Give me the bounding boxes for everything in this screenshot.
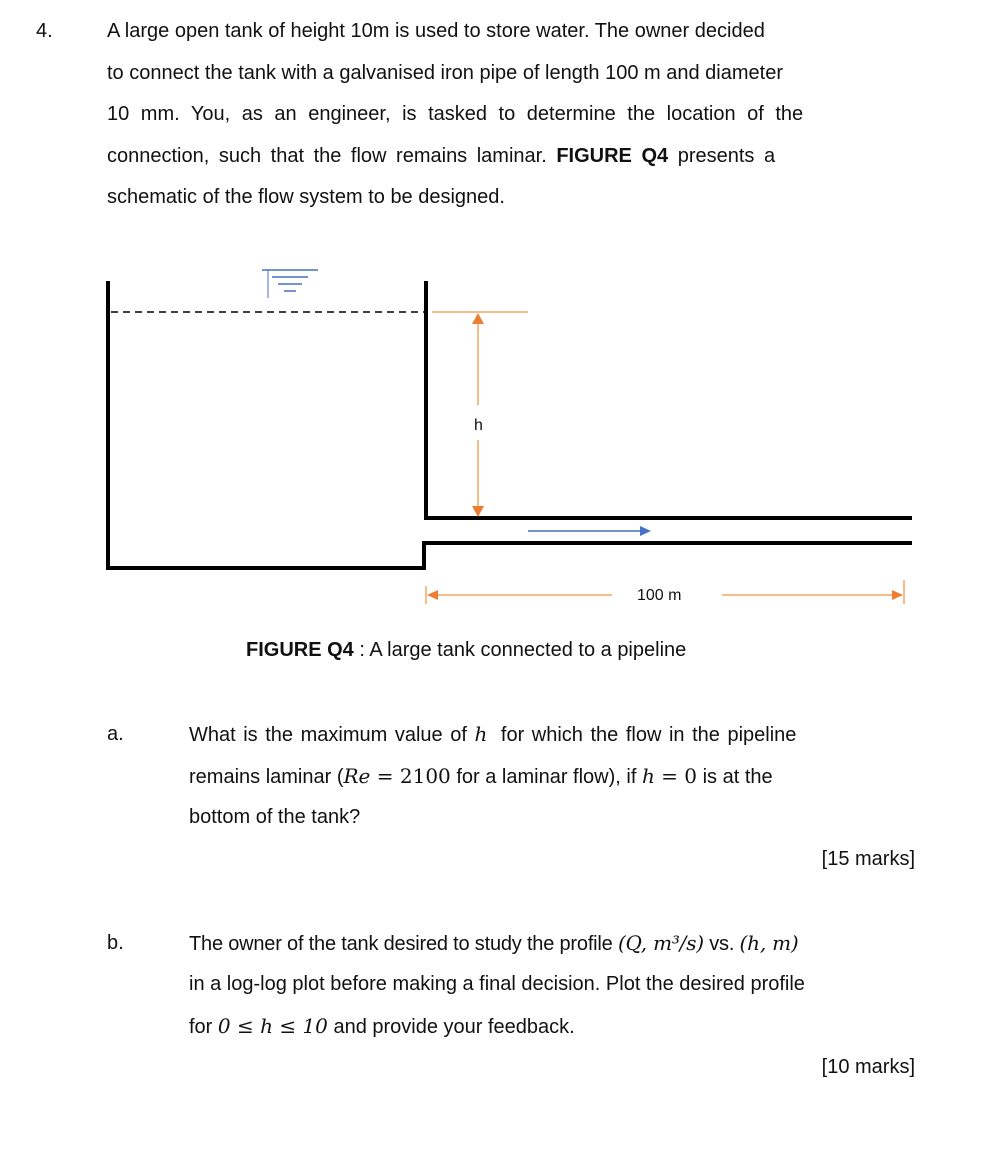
part-a-line-2-end: is at the bbox=[697, 766, 773, 788]
height-arrow-up-icon bbox=[472, 313, 484, 324]
caption-label: FIGURE Q4 bbox=[246, 639, 354, 661]
tank-left-wall bbox=[108, 281, 912, 568]
reynolds-symbol: Re bbox=[343, 764, 371, 788]
flow-rate-math: (Q, m³/s) bbox=[617, 931, 704, 955]
part-b-label: b. bbox=[107, 932, 124, 954]
part-a-line-2 bbox=[189, 764, 773, 789]
height-math: (h, m) bbox=[739, 931, 799, 955]
question-line-4-text: connection, such that the flow remains laminar. bbox=[107, 145, 547, 167]
length-arrow-left-icon bbox=[427, 590, 438, 600]
flow-arrow-icon bbox=[640, 526, 651, 536]
variable-h: h bbox=[474, 722, 488, 746]
part-a-line-2-start: remains laminar ( bbox=[189, 766, 344, 788]
h-zero: = 0 bbox=[654, 764, 698, 788]
part-a-line-1 bbox=[189, 722, 796, 747]
question-line-1: A large open tank of height 10m is used to store water. The owner decided bbox=[107, 20, 765, 42]
part-b-line-1 bbox=[189, 931, 799, 956]
part-b-line-3 bbox=[189, 1014, 575, 1039]
part-b-line-1-mid: vs. bbox=[703, 933, 740, 955]
variable-h-2: h bbox=[641, 764, 655, 788]
part-b-line-3-start: for bbox=[189, 1016, 218, 1038]
caption-text: : A large tank connected to a pipeline bbox=[353, 639, 687, 661]
tank-right-wall bbox=[426, 281, 912, 518]
part-b-line-1-start: The owner of the tank desired to study the profile bbox=[189, 933, 618, 955]
question-line-3: 10 mm. You, as an engineer, is tasked to determine the location of the bbox=[107, 103, 804, 125]
part-b-marks: [10 marks] bbox=[821, 1056, 915, 1078]
part-b-line-2: in a log-log plot before making a final decision. Plot the desired profile bbox=[189, 973, 805, 995]
question-line-4 bbox=[107, 145, 775, 168]
part-a-marks: [15 marks] bbox=[821, 848, 915, 870]
water-surface-icon bbox=[262, 270, 318, 298]
part-a-label: a. bbox=[107, 723, 124, 745]
h-label: h bbox=[474, 417, 483, 434]
question-line-5: schematic of the flow system to be designed. bbox=[107, 186, 505, 208]
height-arrow-down-icon bbox=[472, 506, 484, 517]
part-a-line-3: bottom of the tank? bbox=[189, 806, 361, 828]
part-a-line-2-mid: for a laminar flow), if bbox=[450, 766, 642, 788]
question-line-4-end: presents a bbox=[677, 145, 776, 167]
question-line-2: to connect the tank with a galvanised iron pipe of length 100 m and diameter bbox=[107, 62, 783, 84]
tank-pipeline-figure bbox=[0, 255, 1006, 615]
part-a-line-1-start: What is the maximum value of bbox=[189, 724, 467, 746]
figure-reference: FIGURE Q4 bbox=[556, 145, 669, 167]
figure-caption bbox=[246, 639, 686, 662]
question-number: 4. bbox=[36, 20, 53, 42]
length-arrow-right-icon bbox=[892, 590, 903, 600]
length-label: 100 m bbox=[637, 587, 682, 604]
reynolds-value: = 2100 bbox=[370, 764, 451, 788]
part-b-line-3-end: and provide your feedback. bbox=[327, 1016, 575, 1038]
part-a-line-1-end: for which the flow in the pipeline bbox=[500, 724, 797, 746]
range-math: 0 ≤ h ≤ 10 bbox=[217, 1014, 328, 1038]
